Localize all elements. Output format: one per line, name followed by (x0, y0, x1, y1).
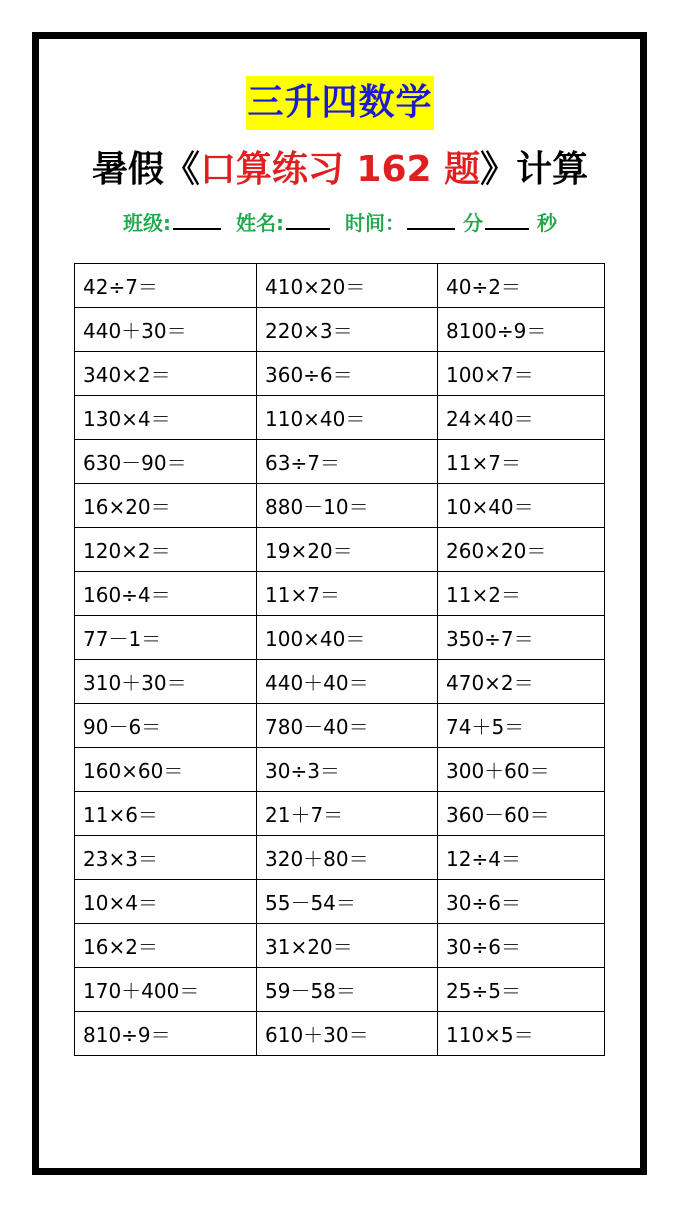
problem-cell: 300＋60＝ (438, 748, 605, 792)
problem-row (75, 836, 605, 880)
problem-cell: 160÷4＝ (75, 572, 257, 616)
problem-cell: 10×4＝ (75, 880, 257, 924)
problem-cell: 8100÷9＝ (438, 308, 605, 352)
problem-cell: 810÷9＝ (75, 1012, 257, 1056)
subtitle-prefix: 暑假《 (91, 149, 200, 190)
problem-cell: 16×2＝ (75, 924, 257, 968)
problem-row (75, 660, 605, 704)
problem-row (75, 528, 605, 572)
problem-cell: 30÷6＝ (438, 924, 605, 968)
problem-cell: 120×2＝ (75, 528, 257, 572)
minutes-label: 分 (462, 211, 483, 235)
problem-cell: 40÷2＝ (438, 264, 605, 308)
problem-cell: 11×7＝ (257, 572, 438, 616)
problem-row (75, 396, 605, 440)
seconds-blank[interactable] (485, 208, 529, 230)
class-blank[interactable] (173, 208, 221, 230)
problem-cell: 320＋80＝ (257, 836, 438, 880)
problem-row (75, 264, 605, 308)
problem-cell: 24×40＝ (438, 396, 605, 440)
problem-row (75, 968, 605, 1012)
problem-cell: 77－1＝ (75, 616, 257, 660)
problem-grid (74, 263, 605, 1056)
problem-row (75, 704, 605, 748)
problem-cell: 31×20＝ (257, 924, 438, 968)
problem-cell: 11×7＝ (438, 440, 605, 484)
name-label: 姓名: (236, 211, 284, 235)
problem-cell: 63÷7＝ (257, 440, 438, 484)
problem-cell: 160×60＝ (75, 748, 257, 792)
problem-cell: 10×40＝ (438, 484, 605, 528)
problem-cell: 16×20＝ (75, 484, 257, 528)
problem-cell: 360÷6＝ (257, 352, 438, 396)
seconds-label: 秒 (536, 211, 557, 235)
problem-cell: 880－10＝ (257, 484, 438, 528)
problem-cell: 310＋30＝ (75, 660, 257, 704)
minutes-blank[interactable] (407, 208, 455, 230)
problem-cell: 630－90＝ (75, 440, 257, 484)
problem-cell: 610＋30＝ (257, 1012, 438, 1056)
problem-row (75, 308, 605, 352)
problem-row (75, 924, 605, 968)
problem-cell: 11×6＝ (75, 792, 257, 836)
worksheet-title: 三升四数学 (246, 76, 434, 130)
problem-cell: 410×20＝ (257, 264, 438, 308)
problem-cell: 21＋7＝ (257, 792, 438, 836)
problem-cell: 340×2＝ (75, 352, 257, 396)
problem-cell: 90－6＝ (75, 704, 257, 748)
problem-cell: 780－40＝ (257, 704, 438, 748)
problem-cell: 100×7＝ (438, 352, 605, 396)
problem-cell: 170＋400＝ (75, 968, 257, 1012)
class-label: 班级: (123, 211, 172, 235)
problem-cell: 55－54＝ (257, 880, 438, 924)
problem-row (75, 1012, 605, 1056)
problem-cell: 470×2＝ (438, 660, 605, 704)
problem-cell: 350÷7＝ (438, 616, 605, 660)
problem-grid-body (75, 264, 605, 1056)
student-info-line (0, 205, 680, 241)
problem-cell: 74＋5＝ (438, 704, 605, 748)
subtitle-highlight: 口算练习 162 题 (199, 149, 481, 190)
problem-row (75, 616, 605, 660)
problem-cell: 440＋40＝ (257, 660, 438, 704)
problem-row (75, 748, 605, 792)
problem-row (75, 792, 605, 836)
problem-cell: 25÷5＝ (438, 968, 605, 1012)
time-label: 时间： (344, 211, 405, 235)
problem-cell: 23×3＝ (75, 836, 257, 880)
problem-cell: 110×5＝ (438, 1012, 605, 1056)
problem-cell: 440＋30＝ (75, 308, 257, 352)
name-blank[interactable] (286, 208, 330, 230)
problem-row (75, 352, 605, 396)
problem-cell: 19×20＝ (257, 528, 438, 572)
problem-cell: 30÷6＝ (438, 880, 605, 924)
problem-row (75, 440, 605, 484)
problem-cell: 42÷7＝ (75, 264, 257, 308)
subtitle-suffix: 》计算 (480, 149, 589, 190)
problem-cell: 11×2＝ (438, 572, 605, 616)
problem-cell: 59－58＝ (257, 968, 438, 1012)
problem-cell: 100×40＝ (257, 616, 438, 660)
problem-cell: 30÷3＝ (257, 748, 438, 792)
problem-cell: 12÷4＝ (438, 836, 605, 880)
problem-cell: 220×3＝ (257, 308, 438, 352)
worksheet-subtitle (0, 142, 680, 198)
problem-cell: 110×40＝ (257, 396, 438, 440)
problem-cell: 260×20＝ (438, 528, 605, 572)
problem-row (75, 572, 605, 616)
problem-row (75, 484, 605, 528)
problem-row (75, 880, 605, 924)
problem-cell: 360－60＝ (438, 792, 605, 836)
problem-cell: 130×4＝ (75, 396, 257, 440)
